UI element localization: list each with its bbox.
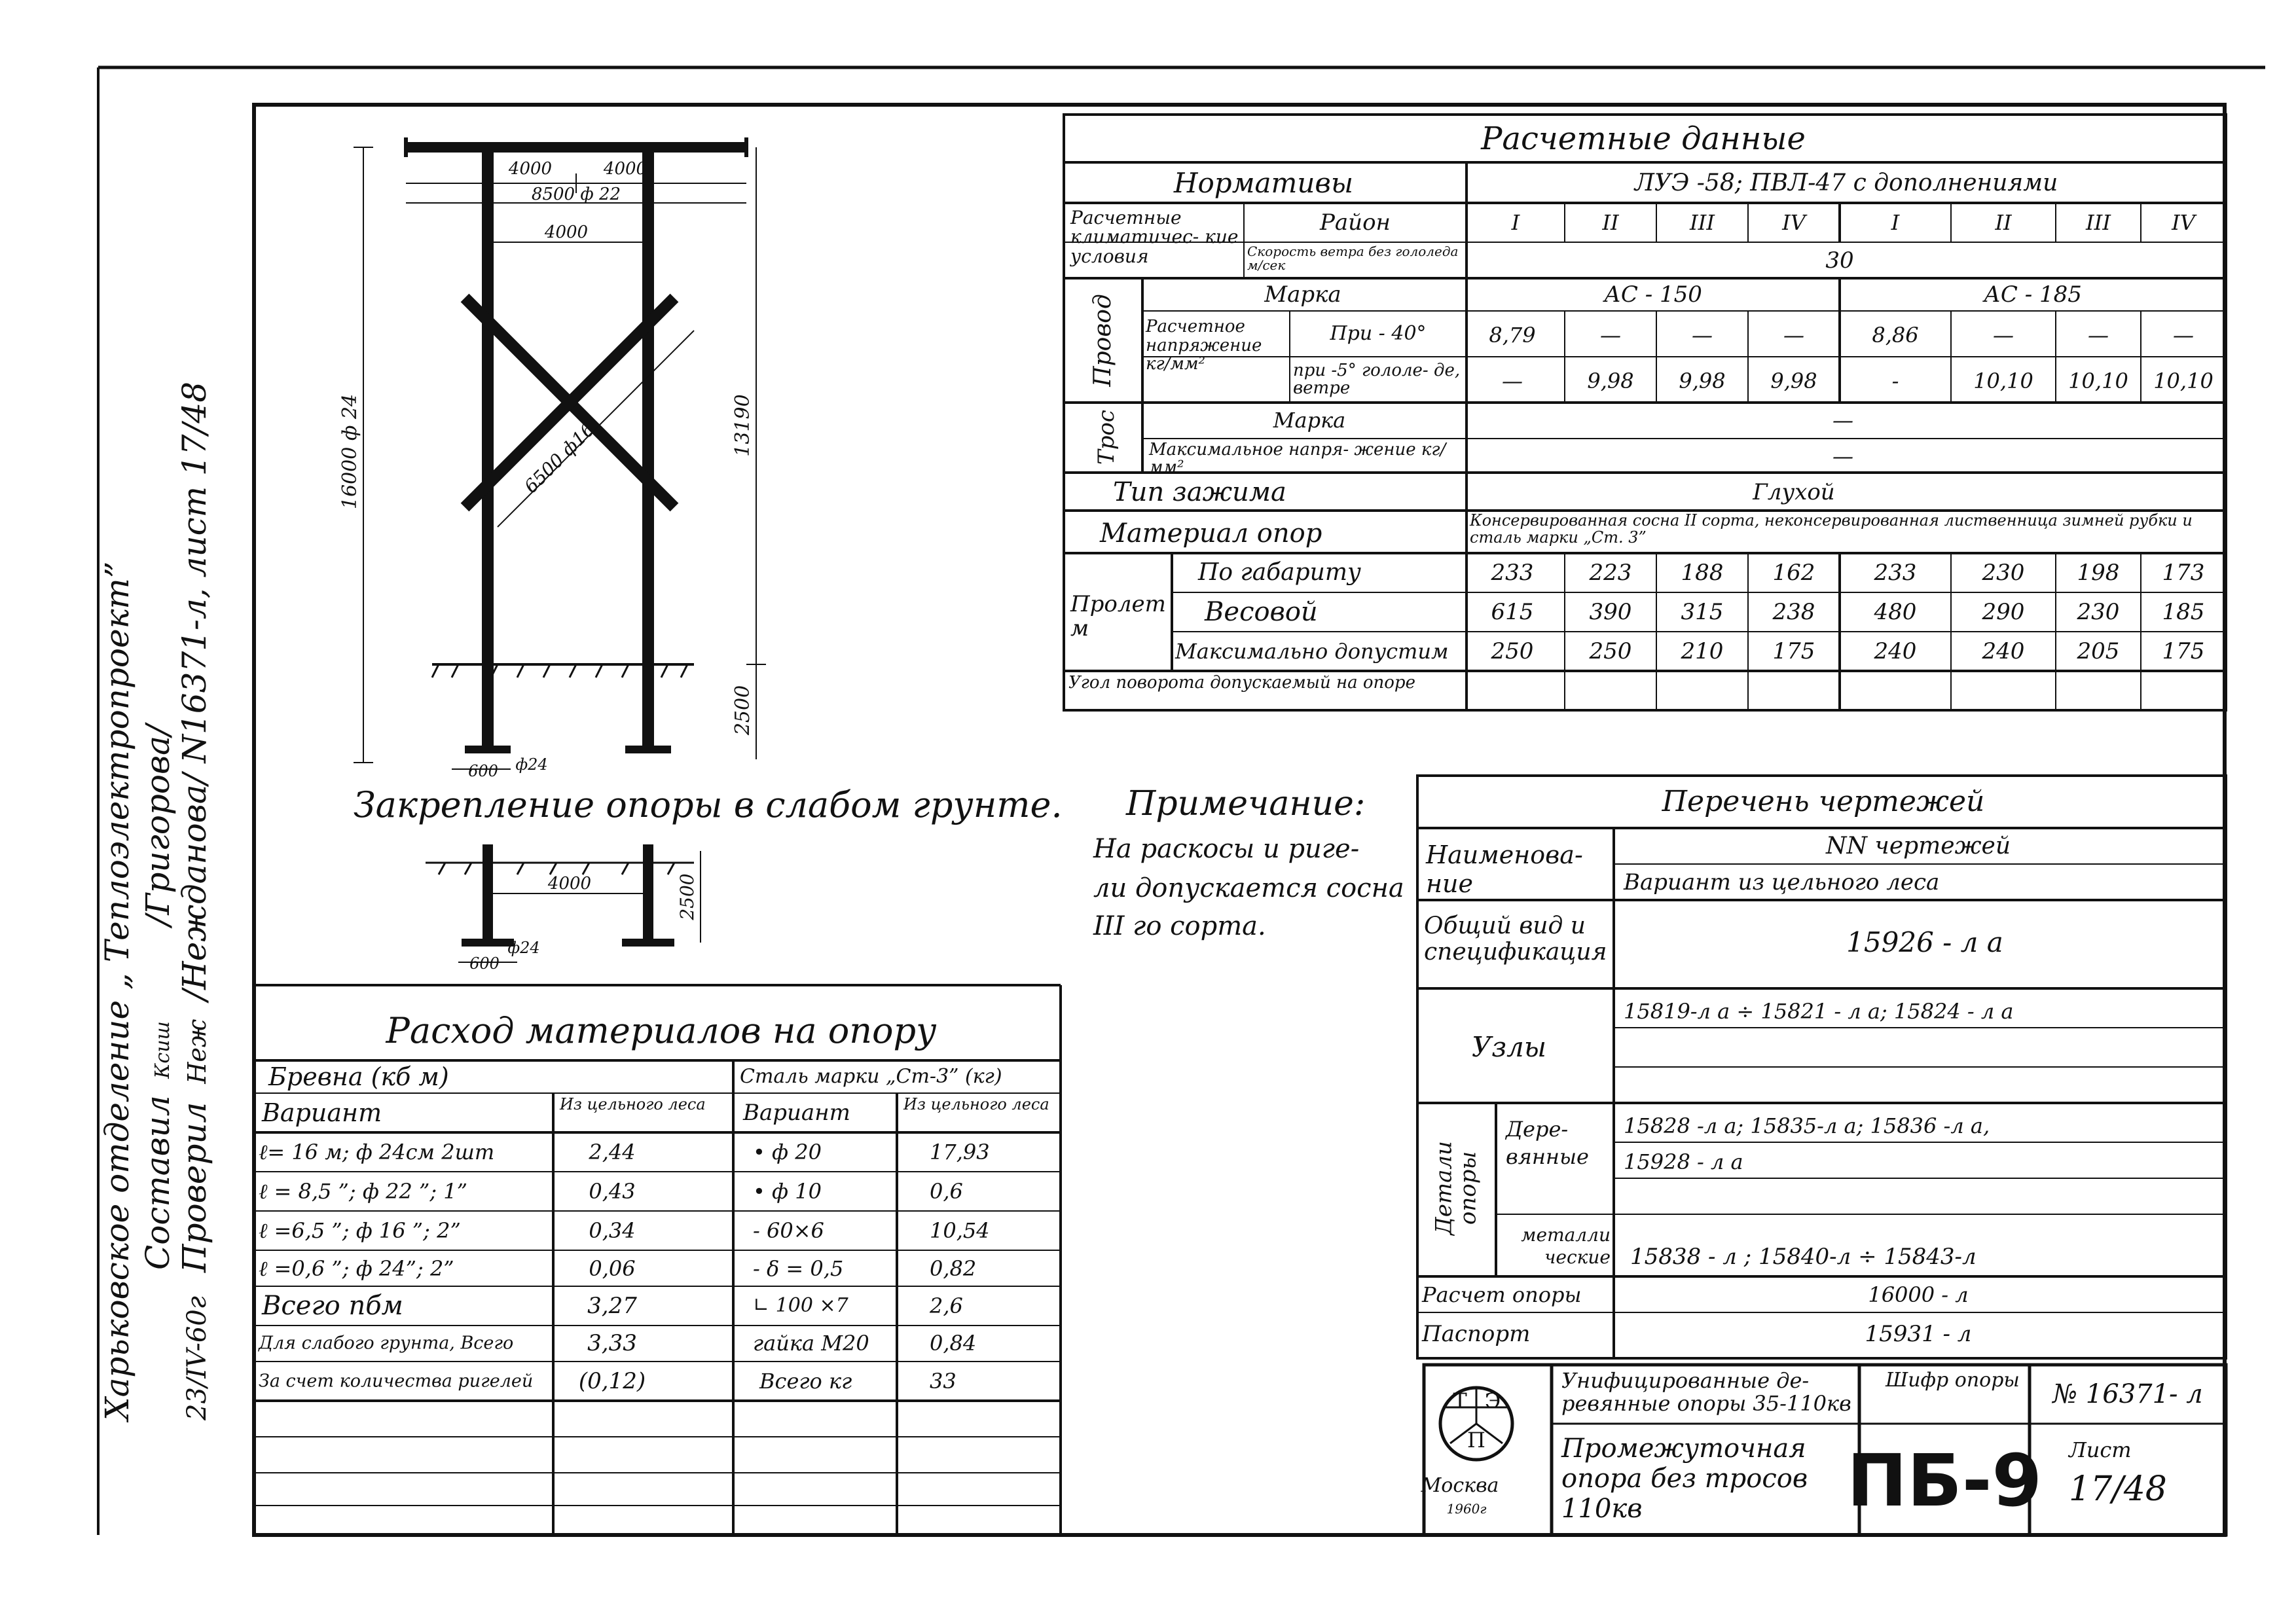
mat-r6-c: гайка М20 xyxy=(753,1331,869,1356)
drawings-list-title: Перечень чертежей xyxy=(1662,785,1985,818)
stamp-sheet: 17/48 xyxy=(2069,1470,2167,1509)
stress-r2-c3: 9,98 xyxy=(1679,369,1726,393)
span-r3-c5: 240 xyxy=(1874,638,1917,664)
span-r2-c1: 615 xyxy=(1491,599,1534,625)
dl-nn-label: NN чертежей xyxy=(1825,833,2011,859)
district-4a: IV xyxy=(1782,210,1806,235)
stress-r1-c7: — xyxy=(2088,323,2109,348)
dl-variant-label: Вариант из цельного леса xyxy=(1624,869,1940,895)
dl-metal-label: металли ческие xyxy=(1521,1224,1611,1268)
span-r2-c2: 390 xyxy=(1589,599,1632,625)
stress-r2-c5: - xyxy=(1891,369,1899,393)
col-solid-logs: Из цельного леса xyxy=(560,1095,706,1113)
stress-label: Расчетное напряжение кг/мм² xyxy=(1146,317,1262,374)
span-r2-c5: 480 xyxy=(1874,599,1917,625)
stress-r1-c3: — xyxy=(1692,323,1713,348)
left-margin-title-block xyxy=(98,314,213,1427)
norms-value: ЛУЭ -58; ПВЛ-47 с дополнениями xyxy=(1634,170,2058,196)
dim-top-right: 4000 xyxy=(603,159,647,179)
stress-r1-c1: 8,79 xyxy=(1489,323,1536,348)
dim-height-above: 13190 xyxy=(731,394,754,457)
span-row2-label: Весовой xyxy=(1205,597,1318,627)
note-line-3: III го сорта. xyxy=(1093,911,1266,941)
mat-r1-c: • ф 20 xyxy=(753,1140,822,1164)
span-r3-c2: 250 xyxy=(1589,638,1632,664)
compiled-name: /Григорова/ xyxy=(139,725,177,926)
clamp-label: Тип зажима xyxy=(1113,477,1286,507)
stamp-sheet-label: Лист xyxy=(2069,1437,2132,1462)
district-label: Район xyxy=(1320,209,1391,236)
mat-r5-b: 3,27 xyxy=(587,1293,637,1319)
stress-r1-c8: — xyxy=(2173,323,2194,348)
dim-crossarm: 8500 ф 22 xyxy=(531,185,621,204)
district-4b: IV xyxy=(2172,210,2195,235)
stamp-title-1: Унифицированные де- ревянные опоры 35-110кв xyxy=(1561,1368,1851,1416)
cable-mark-dash: — xyxy=(1832,408,1853,433)
stress-r2-c1: — xyxy=(1502,369,1523,393)
mat-r3-d: 10,54 xyxy=(930,1218,990,1243)
stress-r1-c5: 8,86 xyxy=(1872,323,1919,348)
span-r1-c2: 223 xyxy=(1589,560,1632,586)
mat-r2-d: 0,6 xyxy=(930,1179,963,1204)
climate-label: Расчетные климатичес- кие условия xyxy=(1070,207,1239,267)
wire-mark-label: Марка xyxy=(1264,281,1341,308)
wire-label: Провод xyxy=(1089,294,1116,387)
stamp-logo-letter-e: Э xyxy=(1484,1388,1501,1413)
stress-r2-c8: 10,10 xyxy=(2153,369,2214,393)
span-r2-c7: 230 xyxy=(2077,599,2120,625)
org-name: Харьковское отделение „ Теплоэлектропроект” xyxy=(98,561,136,1420)
materials-title: Расход материалов на опору xyxy=(386,1010,937,1051)
dl-name-label: Наименова- ние xyxy=(1426,840,1583,898)
cable-mark-label: Марка xyxy=(1273,408,1346,433)
stress-r1-c4: — xyxy=(1783,323,1804,348)
mat-r1-d: 17,93 xyxy=(930,1140,990,1164)
stamp-logo-letter-p: П xyxy=(1467,1428,1485,1453)
weak-soil-depth: 2500 xyxy=(676,873,698,920)
checked-label: Проверил xyxy=(175,1102,213,1273)
mat-r3-c: - 60×6 xyxy=(753,1218,824,1243)
dl-nodes-value: 15819-л а ÷ 15821 - л а; 15824 - л а xyxy=(1624,999,2014,1024)
weak-soil-drawing xyxy=(426,844,701,962)
stress-row2-label: при -5° гололе- де, ветре xyxy=(1293,361,1461,399)
note-line-2: ли допускается сосна xyxy=(1093,873,1404,903)
weak-soil-spacing: 4000 xyxy=(547,874,592,893)
material-label: Материал опор xyxy=(1100,518,1322,549)
stress-r2-c6: 10,10 xyxy=(1973,369,2033,393)
district-2b: II xyxy=(1995,210,2012,235)
district-2a: II xyxy=(1602,210,1619,235)
mat-r7-d: 33 xyxy=(930,1369,957,1394)
wire-mark-1: АС - 150 xyxy=(1604,281,1702,308)
dim-brace: 6500 ф16 xyxy=(520,418,599,497)
angle-label: Угол поворота допускаемый на опоре xyxy=(1068,673,1415,693)
mat-r3-b: 0,34 xyxy=(589,1218,636,1243)
mat-r5-c: ∟ 100 ×7 xyxy=(753,1294,848,1317)
compiled-signature: Ксиш xyxy=(151,1015,174,1085)
mat-r5-a: Всего пбм xyxy=(262,1291,403,1321)
district-3a: III xyxy=(1690,210,1715,235)
mat-r6-a: Для слабого грунта, Всего xyxy=(259,1333,514,1354)
span-r3-c3: 210 xyxy=(1681,638,1724,664)
span-r3-c4: 175 xyxy=(1772,638,1815,664)
dim-top-left: 4000 xyxy=(508,159,553,179)
span-r2-c8: 185 xyxy=(2162,599,2205,625)
dl-wood-label: Дере- вянные xyxy=(1506,1117,1589,1169)
dim-height-total: 16000 ф 24 xyxy=(338,393,361,510)
stress-r2-c4: 9,98 xyxy=(1770,369,1817,393)
mat-r6-d: 0,84 xyxy=(930,1331,977,1356)
stamp-cipher: ПБ-9 xyxy=(1846,1439,2043,1523)
span-r1-c3: 188 xyxy=(1681,560,1724,586)
weak-soil-foot-dia: ф24 xyxy=(507,939,540,957)
mat-r4-d: 0,82 xyxy=(930,1256,977,1281)
stamp-doc-no: № 16371- л xyxy=(2052,1379,2203,1409)
calc-table-title: Расчетные данные xyxy=(1481,120,1806,157)
material-value: Консервированная сосна II сорта, неконсервированная лиственница зимней рубки и сталь марки „Ст. 3” xyxy=(1470,511,2193,547)
dl-wood-value-1: 15828 -л а; 15835-л а; 15836 -л а, xyxy=(1624,1113,1990,1138)
cable-stress-dash: — xyxy=(1832,444,1853,469)
dl-general-label: Общий вид и спецификация xyxy=(1424,912,1607,965)
mat-r2-c: • ф 10 xyxy=(753,1179,822,1204)
dl-metal-value: 15838 - л ; 15840-л ÷ 15843-л xyxy=(1630,1244,1977,1270)
col-variant-steel: Вариант xyxy=(743,1100,850,1126)
wind-value: 30 xyxy=(1825,247,1854,274)
stress-r1-c6: — xyxy=(1993,323,2014,348)
date-text: 23/IV-60г xyxy=(182,1295,212,1420)
span-r1-c6: 230 xyxy=(1982,560,2025,586)
stress-r2-c2: 9,98 xyxy=(1587,369,1634,393)
dl-passport-label: Паспорт xyxy=(1422,1321,1531,1347)
stamp-logo-letter-t: Т xyxy=(1453,1388,1467,1413)
span-r3-c7: 205 xyxy=(2077,638,2120,664)
wire-mark-2: АС - 185 xyxy=(1984,281,2082,308)
mat-r7-c: Всего кг xyxy=(759,1369,852,1394)
weak-soil-title: Закрепление опоры в слабом грунте. xyxy=(354,784,1063,825)
span-r3-c6: 240 xyxy=(1982,638,2025,664)
span-r1-c4: 162 xyxy=(1772,560,1815,586)
mat-r4-b: 0,06 xyxy=(589,1256,636,1281)
dl-general-value: 15926 - л а xyxy=(1846,926,2003,958)
dl-nodes-label: Узлы xyxy=(1471,1031,1547,1063)
checked-name: /Нежданова/ N16371-л, лист 17/48 xyxy=(175,381,213,1001)
span-r1-c5: 233 xyxy=(1874,560,1917,586)
note-line-1: На раскосы и риге- xyxy=(1093,834,1360,864)
mat-r2-a: ℓ = 8,5 ”; ф 22 ”; 1” xyxy=(259,1179,467,1204)
span-r1-c7: 198 xyxy=(2077,560,2120,586)
cable-label: Трос xyxy=(1093,410,1120,465)
dl-wood-value-2: 15928 - л а xyxy=(1624,1149,1743,1174)
mat-r2-b: 0,43 xyxy=(589,1179,636,1204)
stress-row1-label: При - 40° xyxy=(1330,322,1427,345)
stress-r1-c2: — xyxy=(1600,323,1621,348)
col-solid-steel: Из цельного леса xyxy=(903,1095,1049,1113)
stamp-year: 1960г xyxy=(1446,1501,1487,1517)
logs-header: Бревна (кб м) xyxy=(268,1062,449,1091)
district-1b: I xyxy=(1891,210,1900,235)
span-row3-label: Максимально допустим xyxy=(1175,639,1449,664)
clamp-value: Глухой xyxy=(1753,479,1835,505)
mat-r4-c: - δ = 0,5 xyxy=(753,1256,844,1281)
stamp-city: Москва xyxy=(1421,1474,1499,1497)
span-label: Пролет м xyxy=(1070,591,1166,642)
dim-depth: 2500 xyxy=(731,685,754,736)
compiled-label: Составил xyxy=(139,1095,177,1270)
wind-label: Скорость ветра без гололеда м/сек xyxy=(1247,244,1459,273)
span-r1-c1: 233 xyxy=(1491,560,1534,586)
mat-r6-b: 3,33 xyxy=(587,1330,637,1356)
span-r3-c1: 250 xyxy=(1491,638,1534,664)
span-r2-c4: 238 xyxy=(1772,599,1815,625)
mat-r7-b: (0,12) xyxy=(578,1368,646,1394)
district-3b: III xyxy=(2086,210,2111,235)
dim-posts-spacing: 4000 xyxy=(544,223,589,242)
dim-foot: 600 xyxy=(468,762,498,780)
span-row1-label: По габариту xyxy=(1198,559,1361,586)
district-1a: I xyxy=(1511,210,1520,235)
stress-r2-c7: 10,10 xyxy=(2068,369,2128,393)
stamp-cipher-label: Шифр опоры xyxy=(1886,1369,2020,1392)
dl-passport-value: 15931 - л xyxy=(1865,1321,1972,1347)
mat-r7-a: За счет количества ригелей xyxy=(259,1371,534,1392)
steel-header: Сталь марки „Ст-3” (кг) xyxy=(740,1065,1002,1088)
mat-r1-b: 2,44 xyxy=(589,1140,636,1164)
span-r2-c6: 290 xyxy=(1982,599,2025,625)
span-r2-c3: 315 xyxy=(1681,599,1724,625)
cable-stress-label: Максимальное напря- жение кг/мм² xyxy=(1149,440,1446,478)
dim-foot-dia: ф24 xyxy=(515,755,548,774)
note-title: Примечание: xyxy=(1126,784,1366,823)
checked-signature: Неж xyxy=(183,1011,211,1092)
col-variant-logs: Вариант xyxy=(262,1098,382,1127)
stamp-title-2: Промежуточная опора без тросов 110кв xyxy=(1561,1434,1808,1524)
dl-calc-value: 16000 - л xyxy=(1868,1282,1969,1307)
span-r1-c8: 173 xyxy=(2162,560,2205,586)
mat-r4-a: ℓ =0,6 ”; ф 24”; 2” xyxy=(259,1256,454,1281)
norms-label: Нормативы xyxy=(1173,167,1354,199)
span-r3-c8: 175 xyxy=(2162,638,2205,664)
mat-r1-a: ℓ= 16 м; ф 24см 2шт xyxy=(259,1140,495,1164)
dl-calc-label: Расчет опоры xyxy=(1422,1282,1582,1307)
mat-r5-d: 2,6 xyxy=(930,1293,963,1318)
dl-parts-label: Детали опоры xyxy=(1430,1141,1482,1235)
mat-r3-a: ℓ =6,5 ”; ф 16 ”; 2” xyxy=(259,1218,461,1243)
weak-soil-foot: 600 xyxy=(469,954,500,973)
